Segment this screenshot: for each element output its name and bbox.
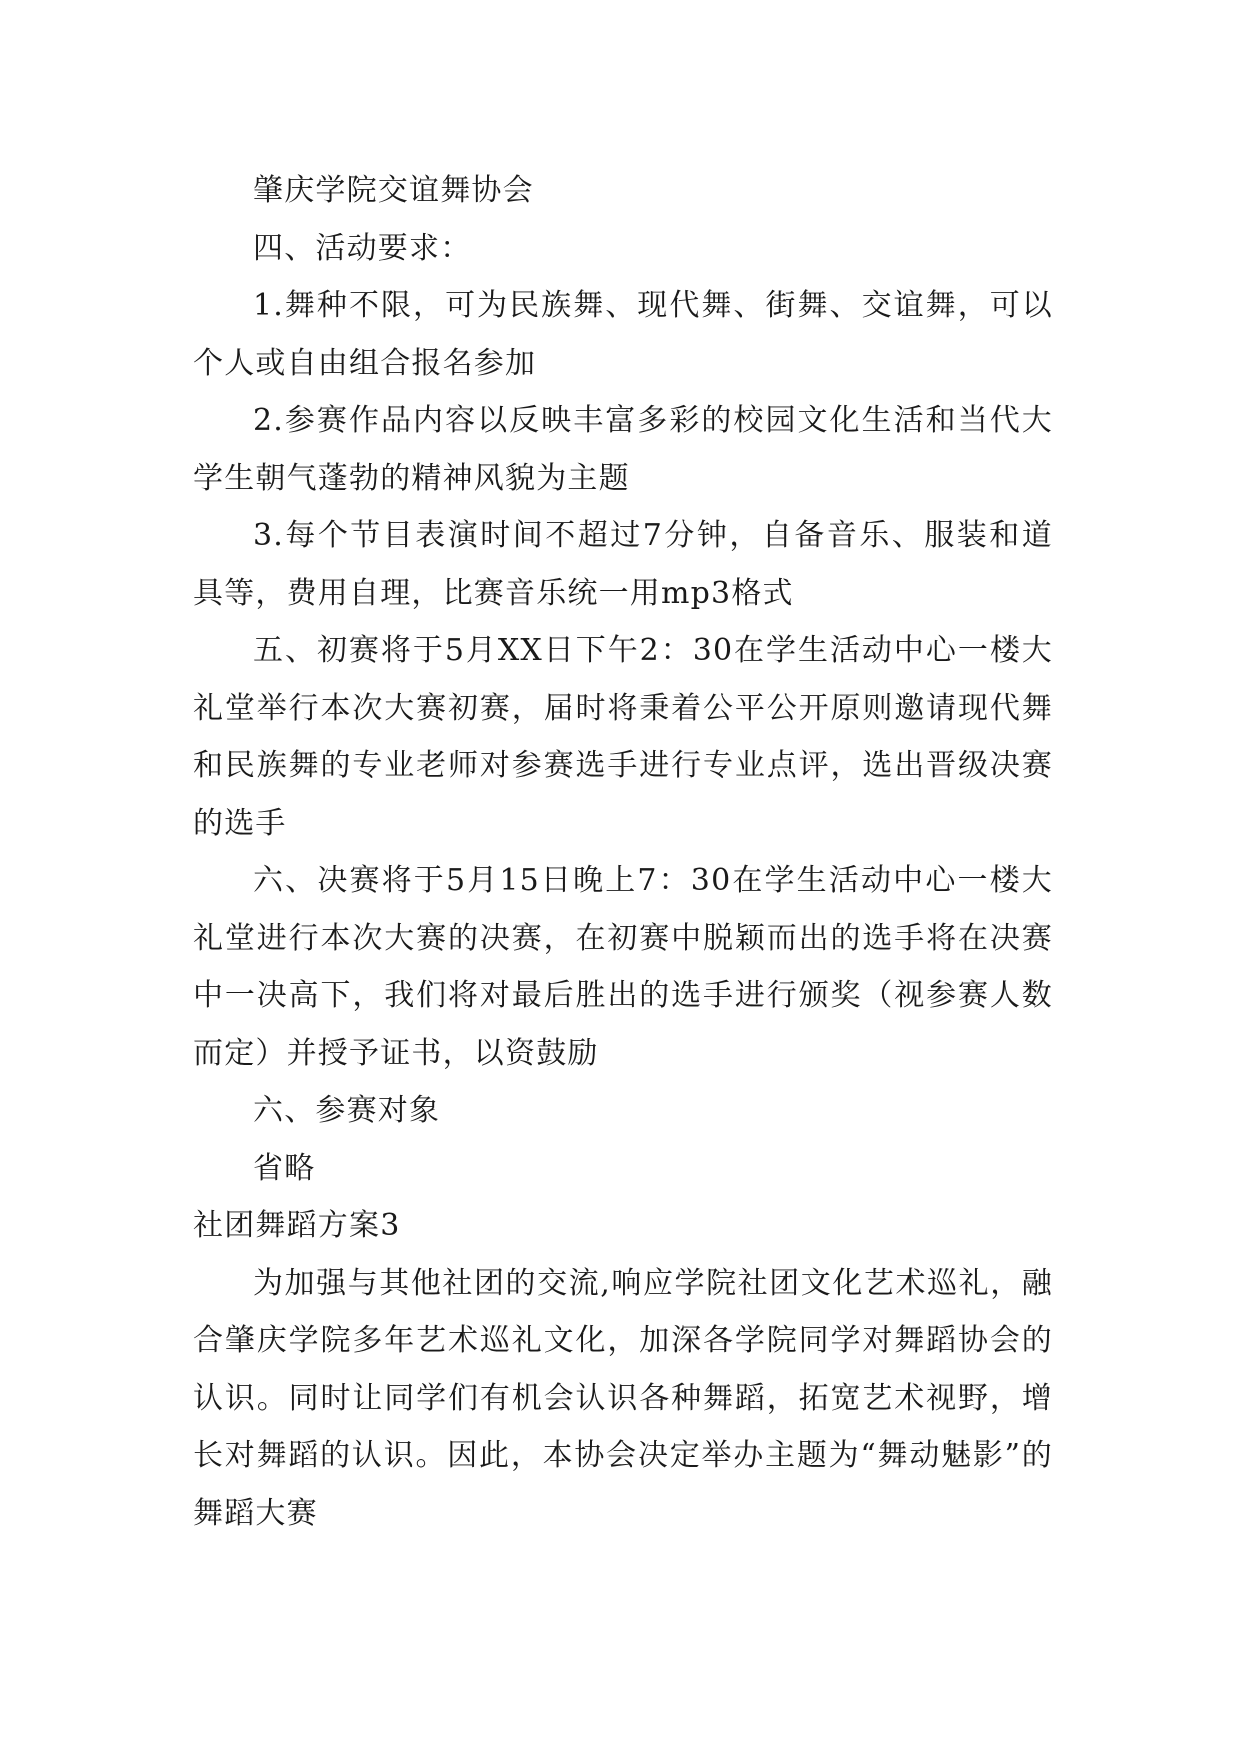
intro-paragraph: 为加强与其他社团的交流,响应学院社团文化艺术巡礼，融合肇庆学院多年艺术巡礼文化，加深各学院同学对舞蹈协会的认识。同时让同学们有机会认识各种舞蹈，拓宽艺术视野，增长对舞蹈的认识。因此，本协会决定举办主题为“舞动魅影”的舞蹈大赛 [193, 1265, 1053, 1531]
omitted-note: 省略 [253, 1150, 316, 1186]
requirement-item-1: 1.舞种不限，可为民族舞、现代舞、街舞、交谊舞，可以个人或自由组合报名参加 [193, 288, 1053, 381]
section-heading-participants: 六、参赛对象 [253, 1093, 441, 1128]
document-page [193, 162, 1053, 1542]
requirement-item-2: 2.参赛作品内容以反映丰富多彩的校园文化生活和当代大学生朝气蓬勃的精神风貌为主题 [193, 403, 1053, 496]
organization-name: 肇庆学院交谊舞协会 [253, 173, 534, 208]
requirement-item-3: 3.每个节目表演时间不超过7分钟，自备音乐、服装和道具等，费用自理，比赛音乐统一用mp3格式 [193, 518, 1053, 611]
final-round-paragraph: 六、决赛将于5月15日晚上7：30在学生活动中心一楼大礼堂进行本次大赛的决赛，在初赛中脱颖而出的选手将在决赛中一决高下，我们将对最后胜出的选手进行颁奖（视参赛人数而定）并授予证书，以资鼓励 [193, 863, 1053, 1071]
preliminary-round-paragraph: 五、初赛将于5月XX日下午2：30在学生活动中心一楼大礼堂举行本次大赛初赛，届时将秉着公平公开原则邀请现代舞和民族舞的专业老师对参赛选手进行专业点评，选出晋级决赛的选手 [193, 633, 1053, 841]
section-title: 社团舞蹈方案3 [193, 1208, 401, 1243]
section-heading-requirements: 四、活动要求： [253, 230, 472, 266]
